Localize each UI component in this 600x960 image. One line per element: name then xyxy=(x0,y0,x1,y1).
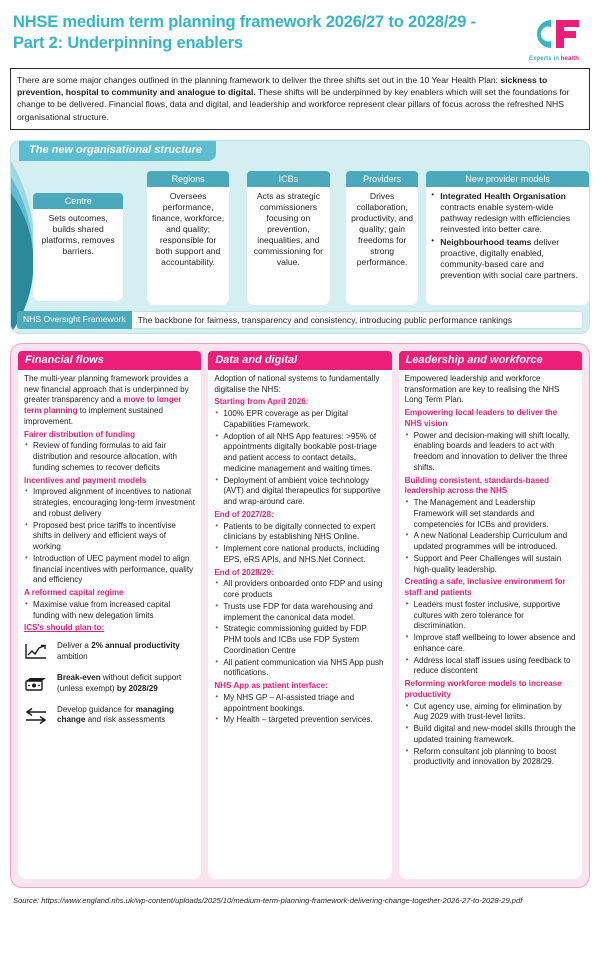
org-column-providers-body: Drives collaboration, productivity, and quality; gain freedoms for strong performance. xyxy=(346,187,418,305)
cf-logo-mark xyxy=(525,14,583,54)
org-column-new-provider-models xyxy=(426,171,589,305)
section-list xyxy=(214,693,385,726)
org-column-centre-body: Sets outcomes, builds shared platforms, removes barriers. xyxy=(33,209,123,301)
section-list xyxy=(214,409,385,508)
intro-text-bold: sickness to prevention, hospital to community and analogue to digital. xyxy=(17,75,548,98)
section-list xyxy=(405,431,576,474)
oversight-label: NHS Oversight Framework xyxy=(17,311,132,329)
section-heading: Incentives and payment models xyxy=(24,475,147,485)
list-item: • My Health – targeted prevention services. xyxy=(214,715,385,726)
pillar-financial-flows xyxy=(18,351,201,879)
list-item: • Cut agency use, aiming for elimination by Aug 2029 with trust-level limits. xyxy=(405,702,576,724)
list-item: • Address local staff issues using feedback to reduce discontent xyxy=(405,656,576,678)
source-line: Source: https://www.england.nhs.uk/wp-content/uploads/2025/10/medium-term-planning-framework-delivering-change-together-2026-27-to-2028-29.pdf xyxy=(13,895,523,905)
section-list xyxy=(405,498,576,575)
list-item: • Support and Peer Challenges will sustain high-quality leadership. xyxy=(405,554,576,576)
cf-logo-tagline: Experts in health xyxy=(528,56,580,62)
oversight-text: The backbone for fairness, transparency and consistency, introducing public performance rankings xyxy=(132,311,583,329)
list-item: • All patient communication via NHS App push notifications. xyxy=(214,658,385,680)
list-item: • Deployment of ambient voice technology (AVT) and digital therapeutics for supportive and wrap-around care. xyxy=(214,476,385,508)
list-item xyxy=(24,673,195,697)
section-heading: Creating a safe, inclusive environment for staff and patients xyxy=(404,577,566,598)
list-item: • 100% EPR coverage as per Digital Capabilities Framework. xyxy=(214,409,385,431)
org-column-models-head: New provider models xyxy=(426,171,589,187)
list-item: • A new National Leadership Curriculum and updated programmes will be introduced. xyxy=(405,531,576,553)
intro-box xyxy=(10,68,590,130)
page-title: NHSE medium term planning framework 2026/27 to 2028/29 - Part 2: Underpinning enablers xyxy=(13,13,476,52)
pillar-financial-flows-body xyxy=(18,370,201,879)
section-heading: Building consistent, standards-based leadership across the NHS xyxy=(404,475,550,496)
pillar-data-and-digital xyxy=(208,351,391,879)
list-item: • Leaders must foster inclusive, supportive cultures with zero tolerance for discrimination. xyxy=(405,600,576,632)
pillar-financial-flows-head: Financial flows xyxy=(18,351,201,370)
section-list xyxy=(405,702,576,769)
pillar-intro: Empowered leadership and workforce transformation are key to realising the NHS Long Term Plan. xyxy=(404,373,560,405)
section-heading: End of 2027/28: xyxy=(214,509,274,519)
pillar-leadership-and-workforce xyxy=(399,351,582,879)
org-column-icbs xyxy=(247,171,330,305)
org-structure-panel xyxy=(10,140,590,334)
list-item: • Maximise value from increased capital funding with new delegation limits xyxy=(24,600,195,622)
section-heading: Starting from April 2026: xyxy=(214,397,309,407)
intro-text-part2: These shifts will be underpinned by key enablers which will set the foundations for change to be delivered. Financial flows, data and digital, and leadership and workforce represent clear pillars of focus across the refreshed NHS organisational structure. xyxy=(17,87,570,122)
two-way-arrows-icon xyxy=(24,705,50,729)
chart-trend-icon xyxy=(24,641,50,665)
list-item xyxy=(24,641,195,665)
header xyxy=(10,0,590,66)
banknote-icon xyxy=(24,673,50,697)
list-item: • Proposed best price tariffs to incentivise shifts in delivery and efficient ways of working xyxy=(24,521,195,553)
org-column-regions-body: Oversees performance, finance, workforce, and quality; responsible for both support and accountability. xyxy=(147,187,228,305)
list-item xyxy=(24,705,195,729)
list-item: • Patients to be digitally connected to expert clinicians by establishing NHS Online. xyxy=(214,522,385,544)
org-column-models-body xyxy=(426,187,589,305)
list-item: • Implement core national products, including EPS, eRS APIs, and NHS.Net Connect. xyxy=(214,544,385,566)
section-list xyxy=(24,441,195,473)
pillar-leadership-and-workforce-body xyxy=(399,370,582,879)
org-panel-title: The new organisational structure xyxy=(19,140,216,161)
pillars-container xyxy=(10,343,590,888)
intro-text-part1: There are some major changes outlined in the planning framework to deliver the three shifts set out in the 10 Year Health Plan: xyxy=(17,75,501,85)
ics-plan-heading: ICS's should plan to: xyxy=(24,623,105,633)
pillar-data-and-digital-body xyxy=(208,370,391,879)
list-item: • Strategic commissioning guided by FDP PHM tools and ICBs use FDP System Coordination Centre xyxy=(214,624,385,656)
list-item: • Introduction of UEC payment model to align financial incentives with performance, quality and efficiency xyxy=(24,554,195,586)
list-item: • Integrated Health Organisation contracts enable system-wide pathway redesign with efficiencies reinvested into better care. xyxy=(431,191,584,236)
section-list xyxy=(405,600,576,677)
list-item: • My NHS GP – AI-assisted triage and appointment bookings. xyxy=(214,693,385,715)
section-heading: NHS App as patient interface: xyxy=(214,681,328,691)
list-item: • Improve staff wellbeing to lower absence and enhance care. xyxy=(405,633,576,655)
org-column-centre xyxy=(33,193,123,301)
nhs-oversight-framework-bar xyxy=(17,311,583,329)
org-column-icbs-head: ICBs xyxy=(247,171,330,187)
list-item: • Reform consultant job planning to boost productivity and innovation by 2028/29. xyxy=(405,747,576,769)
section-heading: A reformed capital regime xyxy=(24,588,124,598)
list-item: • Neighbourhood teams deliver proactive, digitally enabled, community-based care and prevention with social care partners. xyxy=(431,237,584,282)
ics-plan-text: Break-even without deficit support (unless exempt) by 2028/29 xyxy=(57,672,182,693)
pillar-intro: The multi-year planning framework provides a new financial approach that is underpinned by greater transparency and a move to longer term planning to implement sustained improvement. xyxy=(24,373,189,426)
pillar-leadership-and-workforce-head: Leadership and workforce xyxy=(399,351,582,370)
list-item: • Trusts use FDP for data warehousing and implement the canonical data model. xyxy=(214,602,385,624)
list-item: • Build digital and new-model skills through the updated training framework. xyxy=(405,724,576,746)
ics-plan-items xyxy=(24,641,195,728)
org-models-list xyxy=(431,191,584,281)
org-column-providers-head: Providers xyxy=(346,171,418,187)
org-columns xyxy=(11,171,589,305)
ics-plan-text: Deliver a 2% annual productivity ambition xyxy=(57,641,180,661)
org-column-centre-head: Centre xyxy=(33,193,123,209)
section-list xyxy=(214,522,385,566)
list-item: • Power and decision-making will shift locally, enabling boards and leaders to act with freedom and innovation to deliver the three shifts. xyxy=(405,431,576,474)
section-list xyxy=(214,579,385,679)
list-item: • Review of funding formulas to aid fair distribution and resource allocation, with funding schemes to recover deficits xyxy=(24,441,195,473)
section-heading: Fairer distribution of funding xyxy=(24,429,136,439)
list-item: • Adoption of all NHS App features: >95% of appointments digitally bookable post-triage and patient access to contact details, medicine management and waiting times. xyxy=(214,432,385,475)
pillar-data-and-digital-head: Data and digital xyxy=(208,351,391,370)
section-heading: Empowering local leaders to deliver the NHS vision xyxy=(404,408,558,428)
list-item: • The Management and Leadership Framework will set standards and competencies for ICBs and providers. xyxy=(405,498,576,530)
cf-logo xyxy=(518,14,590,62)
section-heading: End of 2028/29: xyxy=(214,567,274,577)
pillar-intro: Adoption of national systems to fundamentally digitalise the NHS: xyxy=(214,373,380,394)
org-column-regions xyxy=(147,171,228,305)
org-column-icbs-body: Acts as strategic commissioners focusing on prevention, inequalities, and commissioning for value. xyxy=(247,187,330,305)
section-list xyxy=(24,487,195,586)
list-item: • Improved alignment of incentives to national strategies, encouraging long-term investment and robust delivery xyxy=(24,487,195,519)
ics-plan-text: Develop guidance for managing change and risk assessments xyxy=(57,704,174,725)
list-item: • All providers onboarded onto FDP and using core products xyxy=(214,579,385,601)
org-column-providers xyxy=(346,171,418,305)
org-column-regions-head: Regions xyxy=(147,171,228,187)
section-heading: Reforming workforce models to increase productivity xyxy=(404,679,562,699)
section-list xyxy=(24,600,195,622)
